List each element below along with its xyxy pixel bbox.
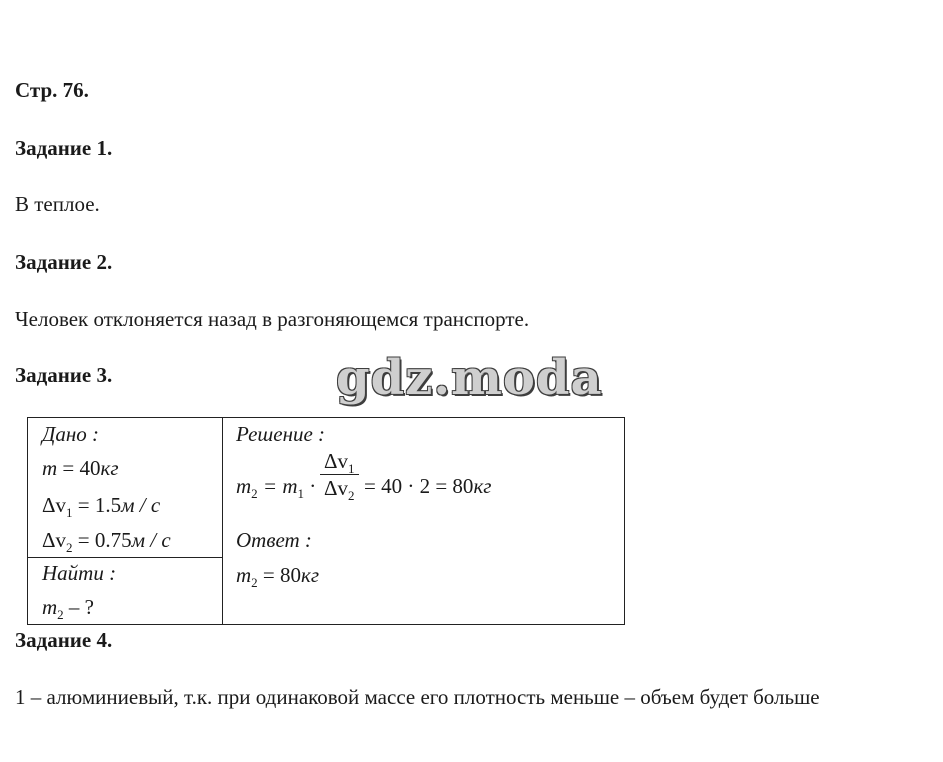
- denominator-subscript: 2: [348, 488, 355, 503]
- given-mass-symbol: m: [42, 456, 58, 480]
- given-dv1-subscript: 1: [66, 505, 73, 520]
- answer-unit: кг: [301, 563, 320, 587]
- solution-formula-right: [364, 474, 491, 498]
- solution-label: Решение :: [236, 422, 326, 446]
- task-4-title: Задание 4.: [15, 628, 113, 652]
- answer-value: [236, 563, 320, 590]
- solution-dot: ·: [304, 474, 317, 498]
- find-subscript: 2: [57, 607, 64, 622]
- numerator-subscript: 1: [348, 461, 355, 476]
- task-1-answer: В теплое.: [15, 192, 100, 216]
- table-vertical-divider: [222, 418, 223, 624]
- table-horizontal-divider: [28, 557, 222, 558]
- given-dv2-unit: м / с: [131, 528, 171, 552]
- task-4-answer: 1 – алюминиевый, т.к. при одинаковой массе его плотность меньше – объем будет больше: [15, 685, 820, 709]
- given-dv2-subscript: 2: [66, 540, 73, 555]
- denominator-symbol: Δv: [324, 476, 349, 500]
- given-mass-unit: кг: [100, 456, 119, 480]
- answer-label: Ответ :: [236, 528, 312, 552]
- given-dv1: [42, 493, 161, 520]
- task-3-title: Задание 3.: [15, 363, 113, 387]
- answer-symbol: m: [236, 563, 252, 587]
- task-1-title: Задание 1.: [15, 136, 113, 160]
- watermark-logo: gdz.moda: [336, 350, 603, 406]
- find-target: [42, 595, 94, 622]
- given-dv1-unit: м / с: [121, 493, 161, 517]
- solution-eq1-subscript: 1: [297, 486, 305, 501]
- fraction-denominator: [320, 475, 359, 501]
- task-2-title: Задание 2.: [15, 250, 113, 274]
- solution-eq1: = m: [257, 474, 298, 498]
- solution-lhs-subscript: 2: [251, 486, 258, 501]
- given-dv1-symbol: Δv: [42, 493, 67, 517]
- given-label: Дано :: [42, 422, 100, 446]
- fraction-numerator: [320, 448, 359, 475]
- find-symbol: m: [42, 595, 58, 619]
- given-dv2-symbol: Δv: [42, 528, 67, 552]
- given-dv2: [42, 528, 171, 555]
- answer-subscript: 2: [251, 575, 258, 590]
- solution-lhs-symbol: m: [236, 474, 252, 498]
- given-mass-value: = 40: [57, 456, 101, 480]
- given-mass: [42, 456, 119, 480]
- find-tail: – ?: [63, 595, 94, 619]
- solution-rhs: = 40 · 2 = 80: [364, 474, 474, 498]
- given-dv2-value: = 0.75: [72, 528, 132, 552]
- task-2-answer: Человек отклоняется назад в разгоняющемся транспорте.: [15, 307, 530, 331]
- given-dv1-value: = 1.5: [72, 493, 122, 517]
- find-label: Найти :: [42, 561, 117, 585]
- solution-table: [27, 417, 625, 625]
- solution-fraction: [320, 448, 359, 501]
- page-number: Стр. 76.: [15, 78, 89, 102]
- answer-eq: = 80: [257, 563, 302, 587]
- numerator-symbol: Δv: [324, 449, 349, 473]
- solution-rhs-unit: кг: [473, 474, 492, 498]
- solution-formula-left: [236, 474, 317, 501]
